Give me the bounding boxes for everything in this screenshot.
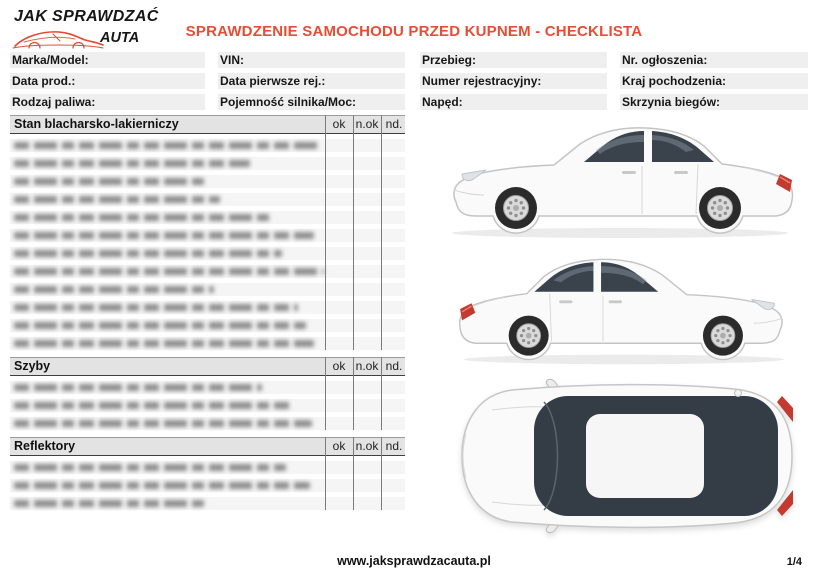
door-handle: [609, 300, 622, 303]
form-field-nr-og-oszenia: [620, 52, 808, 68]
front-wheel: [703, 316, 743, 356]
form-field-label: Napęd:: [422, 95, 463, 109]
section-title: Stan blacharsko-lakierniczy: [14, 117, 179, 131]
rear-wheel: [699, 187, 741, 229]
door-handle: [622, 171, 636, 174]
checklist-section: [10, 357, 405, 430]
section-title: Szyby: [14, 359, 51, 373]
checklist-section: [10, 437, 405, 510]
logo-text-line2: AUTA: [100, 30, 140, 46]
form-field-label: VIN:: [220, 53, 244, 67]
redacted-text: [14, 268, 324, 275]
column-header: ok: [332, 359, 346, 373]
form-field-kraj-pochodzenia: [620, 73, 808, 89]
column-divider: [353, 437, 354, 510]
redacted-text: [14, 250, 282, 257]
column-header: n.ok: [355, 359, 379, 373]
redacted-text: [14, 160, 250, 167]
redacted-text: [14, 142, 320, 149]
checklist-row: [10, 175, 405, 188]
checklist-row: [10, 265, 405, 278]
car-side-view-facing-left: [446, 116, 798, 242]
form-field-numer-rejestracyjny: [420, 73, 607, 89]
redacted-text: [14, 482, 310, 489]
column-divider: [325, 115, 326, 350]
form-field-vin: [218, 52, 405, 68]
form-field-skrzynia-bieg-w: [620, 94, 808, 110]
checklist-section: [10, 115, 405, 350]
form-field-data-prod: [10, 73, 205, 89]
column-header: n.ok: [355, 117, 379, 131]
section-title: Reflektory: [14, 439, 76, 453]
checklist-row: [10, 193, 405, 206]
checklist-row: [10, 461, 405, 474]
form-field-label: Skrzynia biegów:: [622, 95, 721, 109]
form-field-label: Rodzaj paliwa:: [12, 95, 96, 109]
checklist-row: [10, 337, 405, 350]
form-field-label: Data pierwsze rej.:: [220, 74, 326, 88]
column-divider: [381, 437, 382, 510]
redacted-text: [14, 340, 314, 347]
redacted-text: [14, 196, 220, 203]
form-field-label: Numer rejestracyjny:: [422, 74, 542, 88]
form-field-label: Nr. ogłoszenia:: [622, 53, 708, 67]
checklist-row: [10, 417, 405, 430]
redacted-text: [14, 402, 292, 409]
redacted-text: [14, 214, 270, 221]
column-header: ok: [332, 117, 346, 131]
logo-text-line1: JAK SPRAWDZAĆ: [14, 8, 159, 25]
column-header: nd.: [385, 439, 403, 453]
checklist-row: [10, 283, 405, 296]
column-header: nd.: [385, 117, 403, 131]
checklist-row: [10, 497, 405, 510]
rear-wheel: [509, 316, 549, 356]
form-field-marka-model: [10, 52, 205, 68]
checklist-row: [10, 157, 405, 170]
redacted-text: [14, 322, 306, 329]
checklist-row: [10, 301, 405, 314]
form-field-label: Data prod.:: [12, 74, 76, 88]
car-top-view: [452, 376, 800, 536]
column-divider: [353, 115, 354, 350]
redacted-text: [14, 304, 298, 311]
door-handle: [674, 171, 688, 174]
door-handle: [559, 300, 572, 303]
column-header: nd.: [385, 359, 403, 373]
form-column: [420, 52, 607, 115]
section-header: [10, 437, 405, 456]
form-field-label: Kraj pochodzenia:: [622, 74, 727, 88]
vehicle-info-form: [0, 52, 828, 114]
form-column: [620, 52, 808, 115]
form-field-przebieg: [420, 52, 607, 68]
checklist-row: [10, 381, 405, 394]
form-column: [10, 52, 205, 115]
antenna: [735, 390, 742, 397]
column-divider: [381, 357, 382, 430]
column-divider: [353, 357, 354, 430]
form-field-label: Przebieg:: [422, 53, 477, 67]
column-divider: [325, 437, 326, 510]
redacted-text: [14, 420, 312, 427]
car-side-view-facing-right: [446, 248, 798, 368]
form-field-nap-d: [420, 94, 607, 110]
checklist-row: [10, 247, 405, 260]
footer-link[interactable]: www.jaksprawdzacauta.pl: [337, 554, 491, 568]
redacted-text: [14, 500, 204, 507]
form-field-label: Pojemność silnika/Moc:: [220, 95, 357, 109]
checklist-row: [10, 229, 405, 242]
form-field-rodzaj-paliwa: [10, 94, 205, 110]
form-field-data-pierwsze-rej: [218, 73, 405, 89]
form-field-pojemno-silnika-moc: [218, 94, 405, 110]
form-column: [218, 52, 405, 115]
page-title: SPRAWDZENIE SAMOCHODU PRZED KUPNEM - CHECKLISTA: [185, 23, 643, 40]
front-wheel: [495, 187, 537, 229]
column-divider: [381, 115, 382, 350]
form-field-label: Marka/Model:: [12, 53, 89, 67]
redacted-text: [14, 232, 314, 239]
page-number: 1/4: [786, 556, 802, 568]
column-header: n.ok: [355, 439, 379, 453]
checklist-row: [10, 211, 405, 224]
redacted-text: [14, 384, 262, 391]
redacted-text: [14, 178, 204, 185]
redacted-text: [14, 464, 286, 471]
section-header: [10, 357, 405, 376]
column-header: ok: [332, 439, 346, 453]
checklist-row: [10, 319, 405, 332]
checklist-row: [10, 479, 405, 492]
redacted-text: [14, 286, 214, 293]
checklist-row: [10, 139, 405, 152]
column-divider: [325, 357, 326, 430]
section-header: [10, 115, 405, 134]
checklist-table: [10, 115, 405, 517]
car-diagrams: [420, 112, 820, 544]
roof: [586, 414, 704, 498]
checklist-row: [10, 399, 405, 412]
